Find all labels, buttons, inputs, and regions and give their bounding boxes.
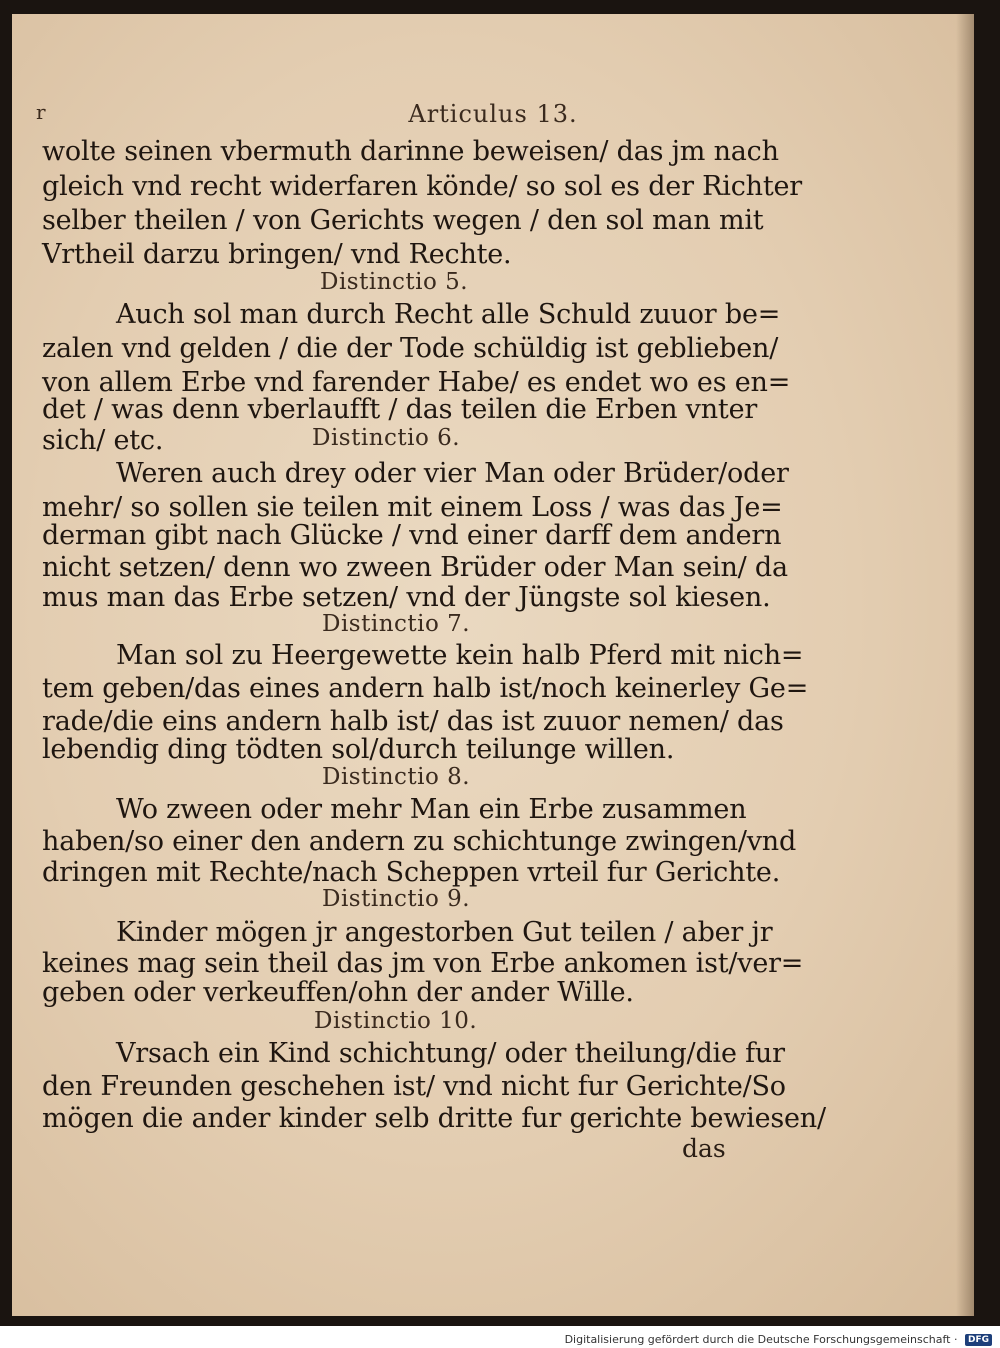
page-gutter-shadow bbox=[956, 14, 974, 1316]
text-line-12: derman gibt nach Glücke / vnd einer darff dem andern bbox=[42, 520, 782, 551]
footer-credit bbox=[0, 1331, 1000, 1348]
book-page bbox=[12, 14, 974, 1316]
text-line-21: dringen mit Rechte/nach Scheppen vrteil fur Gerichte. bbox=[42, 857, 781, 888]
text-line-8: det / was denn vberlaufft / das teilen die Erben vnter bbox=[42, 394, 758, 425]
text-line-7: von allem Erbe vnd farender Habe/ es endet wo es en= bbox=[42, 367, 791, 398]
text-line-3: selber theilen / von Gerichts wegen / den sol man mit bbox=[42, 205, 764, 236]
text-line-16: tem geben/das eines andern halb ist/noch keinerley Ge= bbox=[42, 673, 809, 704]
text-line-1: wolte seinen vbermuth darinne beweisen/ das jm nach bbox=[42, 136, 779, 167]
catchword: das bbox=[682, 1134, 726, 1163]
text-line-22: Kinder mögen jr angestorben Gut teilen / aber jr bbox=[116, 917, 773, 948]
dfg-logo-icon: DFG bbox=[965, 1334, 992, 1346]
text-line-20: haben/so einer den andern zu schichtunge zwingen/vnd bbox=[42, 826, 797, 857]
distinctio-7: Distinctio 7. bbox=[322, 611, 471, 637]
distinctio-10: Distinctio 10. bbox=[314, 1008, 478, 1034]
text-line-9: sich/ etc. bbox=[42, 425, 164, 456]
text-line-18: lebendig ding tödten sol/durch teilunge willen. bbox=[42, 734, 675, 765]
text-line-19: Wo zween oder mehr Man ein Erbe zusammen bbox=[116, 794, 747, 825]
footer-text: Digitalisierung gefördert durch die Deutsche Forschungsgemeinschaft · bbox=[564, 1333, 958, 1346]
distinctio-6: Distinctio 6. bbox=[312, 425, 461, 451]
distinctio-9: Distinctio 9. bbox=[322, 886, 471, 912]
text-line-13: nicht setzen/ denn wo zween Brüder oder Man sein/ da bbox=[42, 552, 788, 583]
text-line-10: Weren auch drey oder vier Man oder Brüder/oder bbox=[116, 458, 789, 489]
distinctio-8: Distinctio 8. bbox=[322, 764, 471, 790]
text-line-14: mus man das Erbe setzen/ vnd der Jüngste sol kiesen. bbox=[42, 582, 771, 613]
text-line-23: keines mag sein theil das jm von Erbe ankomen ist/ver= bbox=[42, 948, 804, 979]
running-title: Articulus 13. bbox=[408, 100, 578, 128]
text-line-6: zalen vnd gelden / die der Tode schüldig ist geblieben/ bbox=[42, 333, 779, 364]
distinctio-5: Distinctio 5. bbox=[320, 269, 469, 295]
margin-mark: r bbox=[36, 100, 46, 124]
text-line-15: Man sol zu Heergewette kein halb Pferd mit nich= bbox=[116, 640, 804, 671]
text-line-26: den Freunden geschehen ist/ vnd nicht fur Gerichte/So bbox=[42, 1071, 786, 1102]
text-line-27: mögen die ander kinder selb dritte fur gerichte bewiesen/ bbox=[42, 1103, 826, 1134]
text-line-11: mehr/ so sollen sie teilen mit einem Loss / was das Je= bbox=[42, 492, 783, 523]
text-line-5: Auch sol man durch Recht alle Schuld zuuor be= bbox=[116, 299, 781, 330]
text-line-17: rade/die eins andern halb ist/ das ist zuuor nemen/ das bbox=[42, 706, 784, 737]
text-line-2: gleich vnd recht widerfaren könde/ so sol es der Richter bbox=[42, 171, 802, 202]
text-line-4: Vrtheil darzu bringen/ vnd Rechte. bbox=[42, 239, 512, 270]
text-line-25: Vrsach ein Kind schichtung/ oder theilung/die fur bbox=[116, 1038, 785, 1069]
text-line-24: geben oder verkeuffen/ohn der ander Wille. bbox=[42, 977, 634, 1008]
